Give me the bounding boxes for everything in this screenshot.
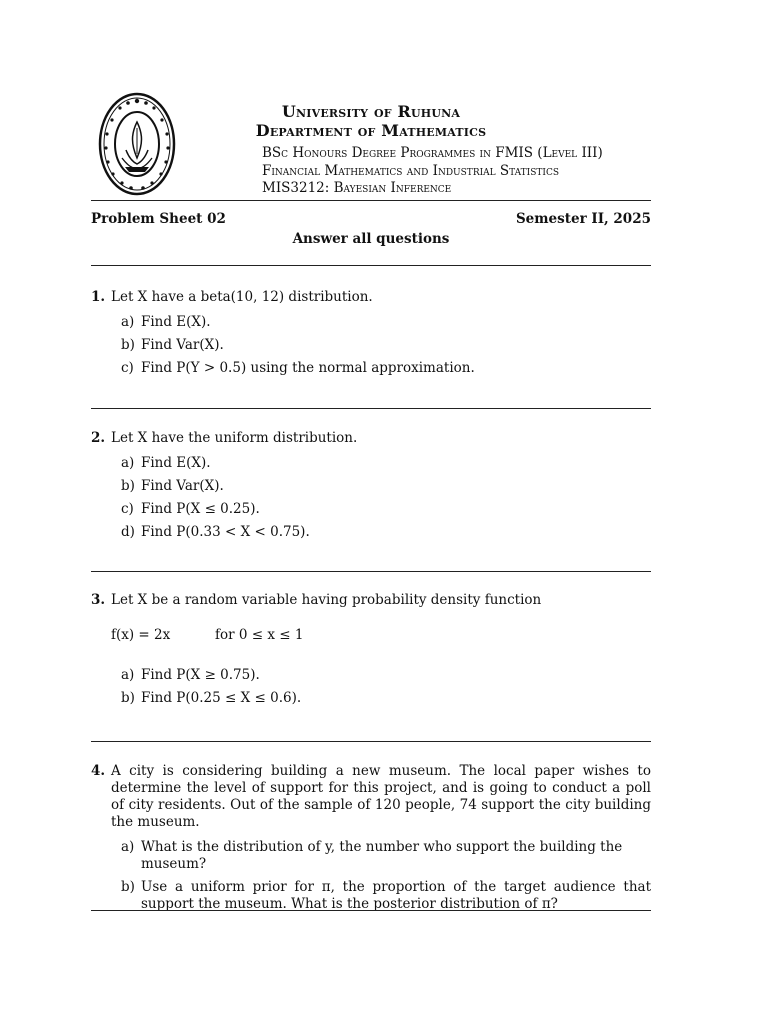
question-part: [121, 690, 651, 707]
question-part: [121, 839, 651, 873]
formula-condition: for 0 ≤ x ≤ 1: [215, 627, 304, 643]
question-parts: [91, 839, 651, 913]
question-number: 3.: [91, 592, 106, 608]
question-text: A city is considering building a new museum. The local paper wishes to determine the level of support for this project, and is going to conduct a poll of city residents. Out of the sample of 120 people, 74 support the city building the museum.: [111, 763, 651, 830]
question-part: [121, 455, 651, 472]
question-number: 1.: [91, 289, 106, 305]
header-divider: [91, 200, 651, 201]
density-formula: [111, 627, 651, 645]
question-number: 4.: [91, 763, 106, 779]
divider: [91, 571, 651, 572]
sheet-title: Problem Sheet 02: [91, 211, 226, 227]
field-name: Financial Mathematics and Industrial Statistics: [262, 162, 560, 179]
part-text: Find P(0.25 ≤ X ≤ 0.6).: [141, 690, 302, 706]
question-parts: [91, 314, 651, 377]
part-text: Find P(X ≤ 0.25).: [141, 501, 260, 517]
part-label: b): [121, 478, 135, 494]
part-text: Find E(X).: [141, 314, 211, 330]
course-name: MIS3212: Bayesian Inference: [262, 180, 452, 196]
question-3: [91, 592, 651, 713]
institution-title: [236, 102, 506, 140]
question-text: Let X have the uniform distribution.: [111, 430, 358, 446]
question-part: [121, 314, 651, 331]
part-label: b): [121, 690, 135, 706]
question-text: Let X be a random variable having probability density function: [111, 592, 542, 608]
department-name: Department of Mathematics: [255, 121, 487, 140]
instructions: Answer all questions: [292, 231, 450, 247]
part-label: a): [121, 314, 135, 330]
divider: [91, 741, 651, 742]
semester-label: Semester II, 2025: [515, 211, 651, 227]
university-seal-logo: [98, 92, 176, 196]
formula-expression: f(x) = 2x: [111, 627, 171, 643]
part-label: d): [121, 524, 135, 540]
divider: [91, 265, 651, 266]
part-text: What is the distribution of y, the number who support the building the museum?: [141, 839, 623, 872]
question-part: [121, 337, 651, 354]
part-label: b): [121, 337, 135, 353]
question-part: [121, 478, 651, 495]
footer-divider: [91, 910, 651, 911]
part-label: c): [121, 501, 134, 517]
question-part: [121, 879, 651, 913]
university-name: University of Ruhuna: [281, 102, 461, 121]
question-2: [91, 430, 651, 547]
question-text: Let X have a beta(10, 12) distribution.: [111, 289, 373, 305]
question-parts: [91, 455, 651, 541]
programme-info: [262, 145, 603, 198]
question-part: [121, 501, 651, 518]
part-label: b): [121, 879, 135, 895]
part-label: a): [121, 667, 135, 683]
part-text: Find E(X).: [141, 455, 211, 471]
question-parts: [91, 667, 651, 707]
part-text: Find P(X ≥ 0.75).: [141, 667, 260, 683]
part-text: Find P(Y > 0.5) using the normal approximation.: [141, 360, 475, 376]
part-text: Find Var(X).: [141, 337, 224, 353]
part-text: Find P(0.33 < X < 0.75).: [141, 524, 310, 540]
question-1: [91, 289, 651, 383]
question-4: [91, 763, 651, 919]
question-part: [121, 524, 651, 541]
part-label: a): [121, 455, 135, 471]
part-label: c): [121, 360, 134, 376]
question-number: 2.: [91, 430, 106, 446]
part-label: a): [121, 839, 135, 855]
programme-name: BSc Honours Degree Programmes in FMIS (Level III): [262, 145, 603, 161]
question-part: [121, 667, 651, 684]
part-text: Use a uniform prior for π, the proportion of the target audience that support the museum. What is the posterior distribution of π?: [141, 879, 651, 912]
question-part: [121, 360, 651, 377]
divider: [91, 408, 651, 409]
part-text: Find Var(X).: [141, 478, 224, 494]
